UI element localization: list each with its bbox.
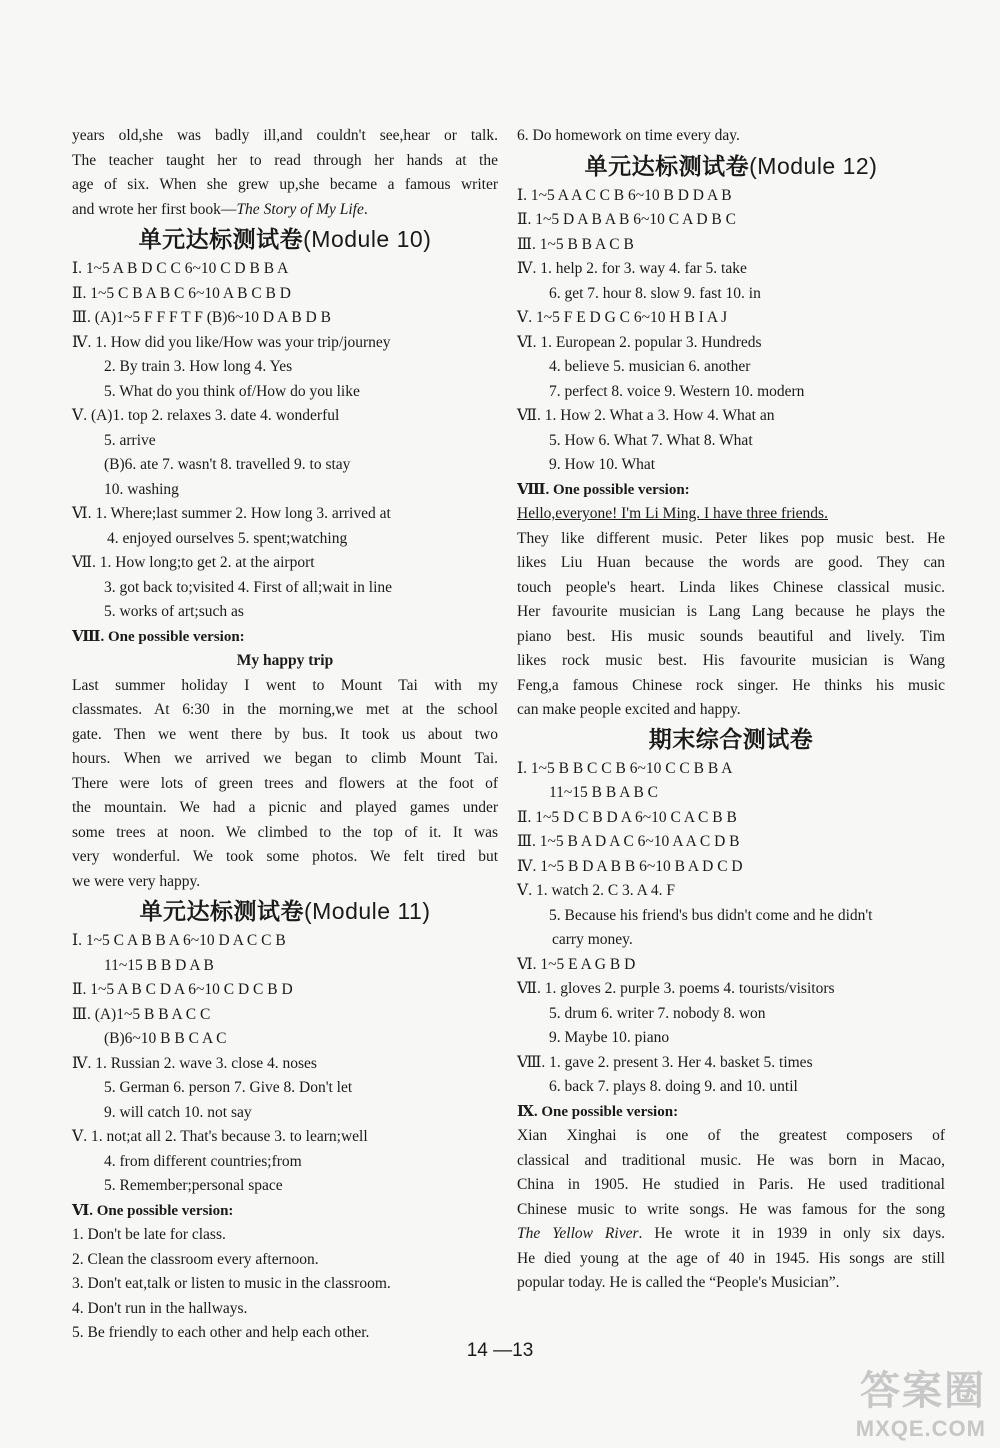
text-line: Ⅱ. 1~5 C B A B C 6~10 A B C B D — [72, 284, 291, 302]
text-line: Ⅲ. (A)1~5 B B A C C — [72, 1005, 211, 1023]
text-line: 7. perfect 8. voice 9. Western 10. modern — [549, 382, 805, 400]
text-line: 6. Do homework on time every day. — [517, 127, 740, 144]
text-line: we were very happy. — [72, 872, 201, 890]
text-line: (B)6. ate 7. wasn't 8. travelled 9. to stay — [104, 456, 351, 473]
italic-title: The Story of My Life — [236, 200, 364, 218]
text-line — [517, 1222, 945, 1247]
text-line: Hello,everyone! I'm Li Ming. I have three friends. — [517, 505, 828, 522]
text-line: Ⅳ. 1~5 B D A B B 6~10 B A D C D — [517, 857, 743, 875]
text-line: the mountain. We had a picnic and played games under — [72, 799, 498, 816]
text-line: 5. What do you think of/How do you like — [104, 382, 360, 400]
text-line: years old,she was badly ill,and couldn't see,hear or talk. — [72, 127, 498, 144]
text-line: 9. How 10. What — [549, 456, 656, 473]
text-line: Ⅴ. 1~5 F E D G C 6~10 H B I A J — [517, 309, 728, 326]
text-line: Ⅲ. 1~5 B B A C B — [517, 235, 634, 253]
subsection-label: Ⅵ. One possible version: — [72, 1202, 234, 1219]
text-line: can make people excited and happy. — [517, 701, 741, 718]
watermark-text: 答案圈 — [860, 1369, 986, 1413]
text-line: Ⅳ. 1. help 2. for 3. way 4. far 5. take — [517, 260, 747, 277]
text-line: Ⅵ. 1. European 2. popular 3. Hundreds — [517, 333, 762, 351]
text-line: Ⅳ. 1. Russian 2. wave 3. close 4. noses — [72, 1054, 317, 1072]
text-line: Ⅰ. 1~5 A B D C C 6~10 C D B B A — [72, 260, 289, 277]
text-line: 9. Maybe 10. piano — [549, 1029, 670, 1046]
text-line: touch people's heart. Linda likes Chinese classical music. — [517, 578, 945, 596]
text-line: Ⅶ. 1. How 2. What a 3. How 4. What an — [517, 407, 775, 424]
text-line — [72, 198, 498, 223]
text-line: Xian Xinghai is one of the greatest composers of — [517, 1127, 945, 1144]
text-line: 4. believe 5. musician 6. another — [549, 358, 751, 375]
text-line: Ⅵ. 1~5 E A G B D — [517, 955, 636, 973]
text-line: 5. arrive — [104, 431, 156, 449]
section-heading — [72, 222, 498, 257]
right-column — [517, 124, 945, 1296]
subsection-label: Ⅸ. One possible version: — [517, 1103, 679, 1120]
text-line: 3. got back to;visited 4. First of all;wait in line — [104, 578, 393, 596]
text-line: Ⅲ. (A)1~5 F F F T F (B)6~10 D A B D B — [72, 309, 331, 326]
section-heading — [72, 894, 498, 929]
text-line: 4. Don't run in the hallways. — [72, 1299, 248, 1317]
text-line: Her favourite musician is Lang Lang because he plays the — [517, 603, 945, 620]
text-line: 5. How 6. What 7. What 8. What — [549, 431, 753, 449]
text-line: Ⅰ. 1~5 C A B B A 6~10 D A C C B — [72, 932, 286, 949]
text-line: 5. Be friendly to each other and help each other. — [72, 1324, 370, 1341]
text-line: 4. enjoyed ourselves 5. spent;watching — [107, 529, 348, 547]
text-line: 3. Don't eat,talk or listen to music in the classroom. — [72, 1275, 391, 1292]
text-line: Ⅶ. 1. gloves 2. purple 3. poems 4. tourists/visitors — [517, 980, 835, 997]
text-line: (B)6~10 B B C A C — [104, 1030, 227, 1047]
left-column — [72, 124, 498, 1346]
text-line: 9. will catch 10. not say — [104, 1103, 252, 1121]
section-heading-module: (Module 11) — [303, 898, 431, 924]
text-line: likes Liu Huan because the words are good. They can — [517, 554, 945, 571]
text-line: Chinese music to write songs. He was famous for the song — [517, 1200, 945, 1218]
text-line: age of six. When she grew up,she became a famous writer — [72, 176, 498, 193]
text-line: 5. drum 6. writer 7. nobody 8. won — [549, 1004, 766, 1022]
text-line: 1. Don't be late for class. — [72, 1226, 226, 1243]
text-line: Ⅰ. 1~5 A A C C B 6~10 B D D A B — [517, 186, 732, 204]
text-line: 10. washing — [104, 480, 179, 498]
text-line: There were lots of green trees and flowers at the foot of — [72, 774, 498, 792]
text-line: 11~15 B B A B C — [549, 784, 659, 801]
watermark-url: MXQE.COM — [855, 1416, 986, 1441]
italic-title: The Yellow River — [517, 1225, 639, 1242]
text-line: 5. German 6. person 7. Give 8. Don't let — [104, 1079, 353, 1096]
text-line: 2. By train 3. How long 4. Yes — [104, 358, 293, 375]
text-line: carry money. — [552, 931, 633, 948]
text-line: Ⅳ. 1. How did you like/How was your trip/journey — [72, 333, 391, 351]
watermark-logo — [856, 1359, 986, 1442]
text-line: classmates. At 6:30 in the morning,we met at the school — [72, 701, 498, 718]
text-line: Ⅰ. 1~5 B B C C B 6~10 C C B B A — [517, 759, 733, 777]
text-line: Ⅴ. 1. not;at all 2. That's because 3. to learn;well — [72, 1128, 368, 1145]
text-line: The teacher taught her to read through her hands at the — [72, 151, 498, 169]
page-number: 14 —13 — [466, 1340, 534, 1361]
section-heading — [517, 723, 945, 757]
text-line: 5. Remember;personal space — [104, 1177, 283, 1194]
text-line: They like different music. Peter likes pop music best. He — [517, 529, 945, 547]
text-line: Feng,a famous Chinese rock singer. He thinks his music — [517, 676, 945, 694]
text-line: 11~15 B B D A B — [104, 956, 214, 974]
essay-title: My happy trip — [236, 652, 334, 669]
text-segment: and wrote her first book— — [72, 200, 237, 218]
text-line: Ⅱ. 1~5 D A B A B 6~10 C A D B C — [517, 211, 736, 228]
text-segment: . He wrote it in 1939 in only six days. — [638, 1225, 945, 1242]
section-heading-module: (Module 10) — [303, 226, 432, 252]
subsection-label: Ⅷ. One possible version: — [72, 628, 245, 645]
text-line: China in 1905. He studied in Paris. He used traditional — [517, 1176, 945, 1193]
section-heading-title: 单元达标测试卷 — [138, 227, 304, 253]
text-line: 5. Because his friend's bus didn't come and he didn't — [549, 906, 873, 924]
section-heading — [517, 149, 945, 184]
text-line: gate. Then we went there by bus. It took us about two — [72, 725, 498, 743]
text-segment: . — [363, 200, 368, 218]
text-line: Ⅷ. 1. gave 2. present 3. Her 4. basket 5. times — [517, 1053, 813, 1071]
text-line: popular today. He is called the “People's Musician”. — [517, 1274, 840, 1291]
text-line: Ⅱ. 1~5 A B C D A 6~10 C D C B D — [72, 981, 293, 998]
text-line: hours. When we arrived we began to climb Mount Tai. — [72, 750, 498, 767]
text-line: 2. Clean the classroom every afternoon. — [72, 1250, 319, 1268]
text-line: Ⅵ. 1. Where;last summer 2. How long 3. arrived at — [72, 505, 391, 522]
text-line: 6. back 7. plays 8. doing 9. and 10. until — [549, 1078, 798, 1095]
section-heading-title: 单元达标测试卷 — [584, 153, 750, 180]
text-line: very wonderful. We took some photos. We felt tired but — [72, 848, 498, 865]
section-heading-module: (Module 12) — [749, 152, 878, 179]
text-line: Ⅲ. 1~5 B A D A C 6~10 A A C D B — [517, 833, 740, 850]
text-line: piano best. His music sounds beautiful and lively. Tim — [517, 627, 945, 645]
text-line: likes rock music best. His favourite musician is Wang — [517, 652, 945, 669]
text-line: 5. works of art;such as — [104, 603, 244, 620]
text-line: Last summer holiday I went to Mount Tai with my — [72, 676, 498, 694]
text-line: classical and traditional music. He was born in Macao, — [517, 1151, 945, 1169]
text-line: Ⅴ. 1. watch 2. C 3. A 4. F — [517, 882, 676, 899]
text-line: He died young at the age of 40 in 1945. His songs are still — [517, 1249, 945, 1267]
text-line: 4. from different countries;from — [104, 1152, 302, 1170]
text-line: 6. get 7. hour 8. slow 9. fast 10. in — [549, 284, 761, 302]
section-heading-title: 期末综合测试卷 — [648, 726, 814, 753]
text-line: Ⅶ. 1. How long;to get 2. at the airport — [72, 554, 315, 571]
subsection-label: Ⅷ. One possible version: — [517, 481, 690, 498]
text-line: Ⅴ. (A)1. top 2. relaxes 3. date 4. wonderful — [72, 407, 340, 424]
text-line: Ⅱ. 1~5 D C B D A 6~10 C A C B B — [517, 808, 737, 826]
text-line: some trees at noon. We climbed to the top of it. It was — [72, 823, 498, 841]
section-heading-title: 单元达标测试卷 — [139, 899, 304, 925]
